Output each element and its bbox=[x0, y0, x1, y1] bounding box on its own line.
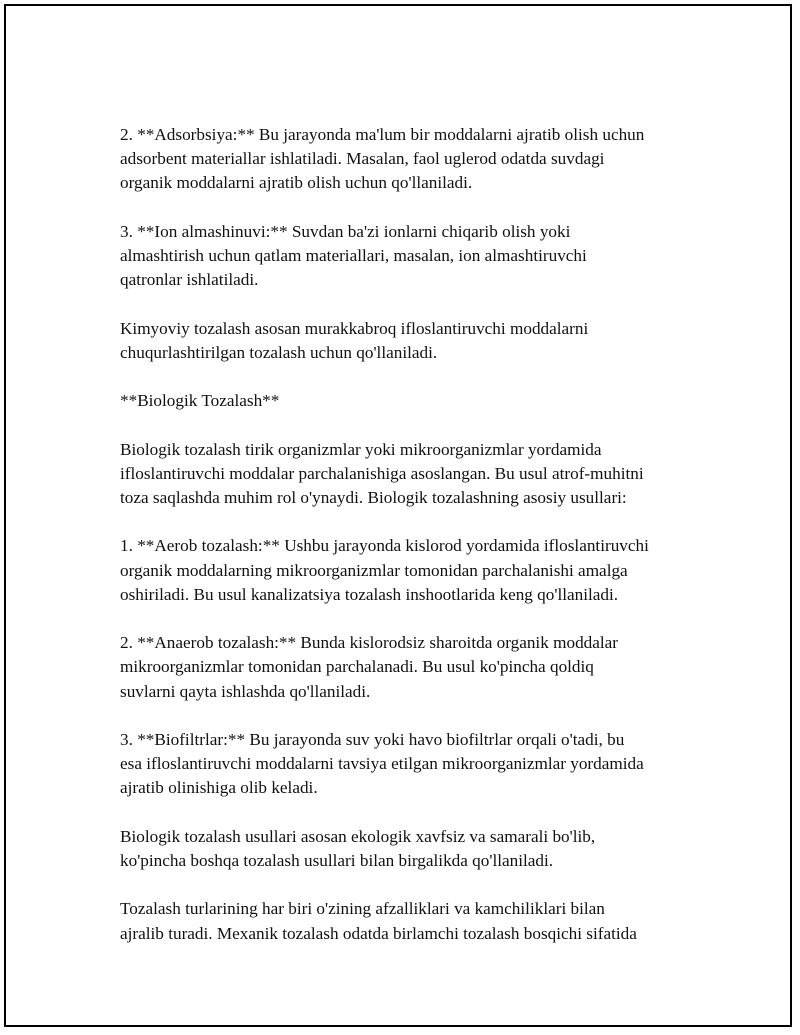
paragraph-tozalash-turlari: Tozalash turlarining har biri o'zining afzalliklari va kamchiliklari bilan ajralib turadi. Mexanik tozalash odatda birlamchi tozalash bosqichi sifatida bbox=[120, 899, 637, 943]
paragraph-anaerob: 2. **Anaerob tozalash:** Bunda kislorodsiz sharoitda organik moddalar mikroorganizmlar tomonidan parchalanadi. Bu usul ko'pincha qoldiq suvlarni qayta ishlashda qo'llaniladi. bbox=[120, 633, 619, 701]
paragraph-adsorbsiya: 2. **Adsorbsiya:** Bu jarayonda ma'lum bir moddalarni ajratib olish uchun adsorbent materiallar ishlatiladi. Masalan, faol uglerod odatda suvdagi organik moddalarni ajratib olish uchun qo'llaniladi. bbox=[120, 125, 645, 193]
paragraph-biologik-intro: Biologik tozalash tirik organizmlar yoki mikroorganizmlar yordamida ifloslantiruvchi moddalar parchalanishiga asoslangan. Bu usul atrof-muhitni toza saqlashda muhim rol o'ynaydi. Biologik tozalashning asosiy usullari: bbox=[120, 439, 644, 507]
paragraph-kimyoviy-summary: Kimyoviy tozalash asosan murakkabroq ifloslantiruvchi moddalarni chuqurlashtirilgan tozalash uchun qo'llaniladi. bbox=[120, 318, 589, 362]
section-heading-biologik: **Biologik Tozalash** bbox=[120, 391, 280, 411]
paragraph-ion-almashinuvi: 3. **Ion almashinuvi:** Suvdan ba'zi ionlarni chiqarib olish yoki almashtirish uchun qatlam materiallari, masalan, ion almashtiruvchi qatronlar ishlatiladi. bbox=[120, 221, 587, 290]
paragraph-aerob: 1. **Aerob tozalash:** Ushbu jarayonda kislorod yordamida ifloslantiruvchi organik moddalarning mikroorganizmlar tomonidan parchalanishi amalga oshiriladi. Bu usul kanalizatsiya tozalash inshootlarida keng qo'llaniladi. bbox=[120, 536, 649, 604]
document-body bbox=[120, 123, 710, 970]
document-page bbox=[4, 4, 792, 1027]
paragraph-biofiltrlar: 3. **Biofiltrlar:** Bu jarayonda suv yoki havo biofiltrlar orqali o'tadi, bu esa ifloslantiruvchi moddalarni tavsiya etilgan mikroorganizmlar yordamida ajratib olinishiga olib keladi. bbox=[120, 729, 644, 798]
paragraph-biologik-summary: Biologik tozalash usullari asosan ekologik xavfsiz va samarali bo'lib, ko'pincha boshqa tozalash usullari bilan birgalikda qo'llaniladi. bbox=[120, 826, 596, 870]
